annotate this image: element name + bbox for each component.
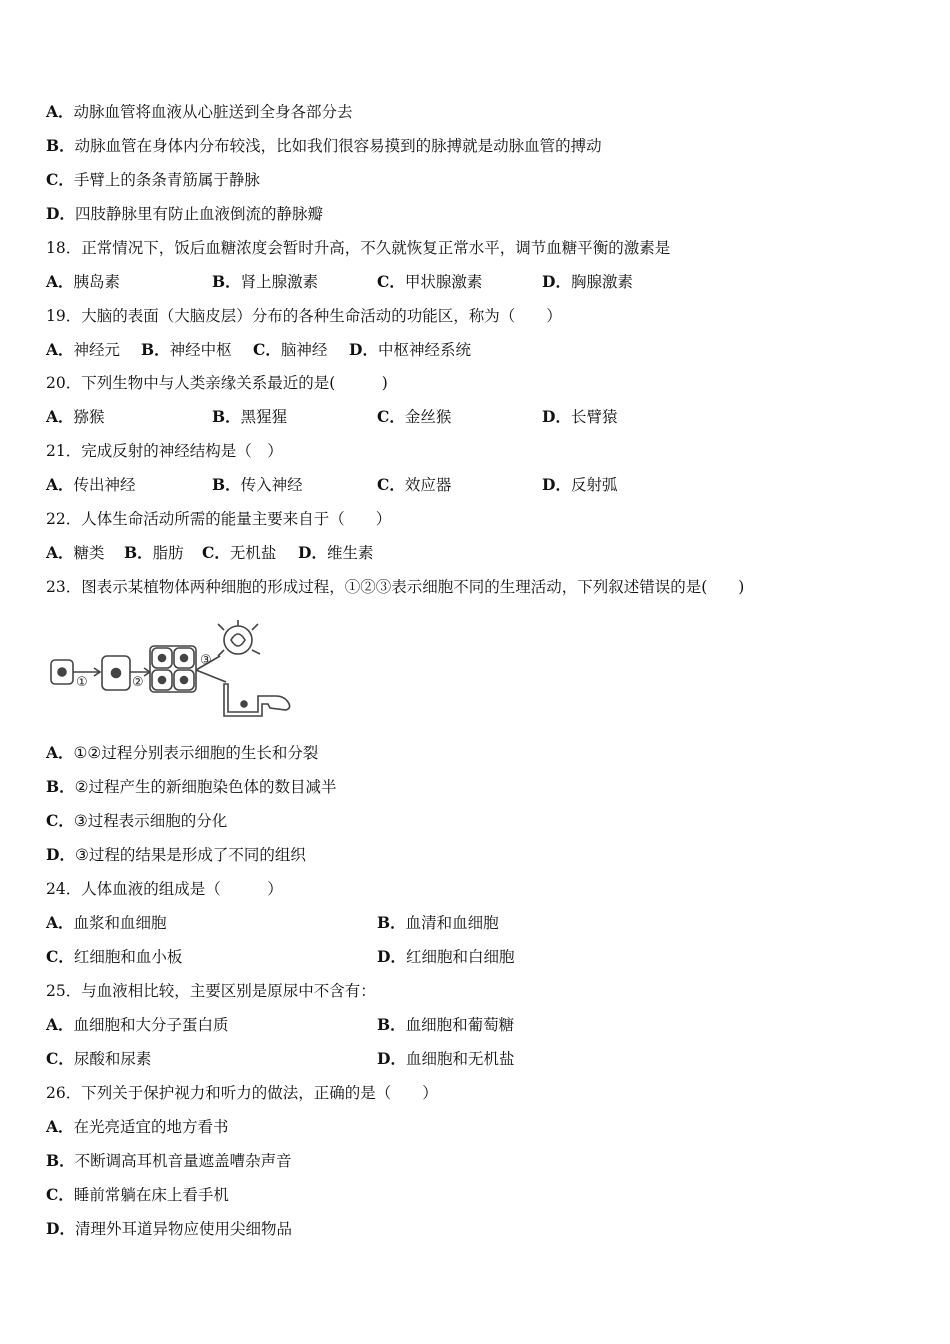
q24-option-a: A．血浆和血细胞 xyxy=(46,913,167,932)
q17-option-d: D．四肢静脉里有防止血液倒流的静脉瓣 xyxy=(46,204,323,223)
q18-option-a: A．胰岛素 xyxy=(46,272,121,291)
q21-option-a: A．传出神经 xyxy=(46,475,136,494)
q18-option-b: B．肾上腺激素 xyxy=(212,272,319,291)
q23-option-c: C．③过程表示细胞的分化 xyxy=(46,811,228,830)
q25-option-c: C．尿酸和尿素 xyxy=(46,1049,152,1068)
q21-option-b: B．传入神经 xyxy=(212,475,303,494)
q20-option-c: C．金丝猴 xyxy=(377,407,452,426)
q17-option-c: C．手臂上的条条青筋属于静脉 xyxy=(46,170,260,189)
q22-option-b: B．脂肪 xyxy=(124,543,184,562)
q18-stem: 18．正常情况下，饭后血糖浓度会暂时升高，不久就恢复正常水平，调节血糖平衡的激素是 xyxy=(46,239,671,257)
q25-option-d: D．血细胞和无机盐 xyxy=(377,1049,515,1068)
q26-option-c: C．睡前常躺在床上看手机 xyxy=(46,1185,229,1204)
q25-stem: 25．与血液相比较，主要区别是原尿中不含有： xyxy=(46,982,376,1000)
q21-option-d: D．反射弧 xyxy=(542,475,618,494)
q26-option-b: B．不断调高耳机音量遮盖嘈杂声音 xyxy=(46,1151,292,1170)
q24-option-c: C．红细胞和血小板 xyxy=(46,947,183,966)
q23-stem: 23．图表示某植物体两种细胞的形成过程，①②③表示细胞不同的生理活动，下列叙述错误的是( ) xyxy=(46,578,745,596)
q26-option-a: A．在光亮适宜的地方看书 xyxy=(46,1117,229,1136)
cell-group xyxy=(150,646,196,692)
q26-stem: 26．下列关于保护视力和听力的做法，正确的是（ ） xyxy=(46,1084,438,1102)
q20-option-b: B．黑猩猩 xyxy=(212,407,288,426)
q21-stem: 21．完成反射的神经结构是（ ） xyxy=(46,442,283,460)
q25-option-b: B．血细胞和葡萄糖 xyxy=(377,1015,515,1034)
q20-option-a: A．猕猴 xyxy=(46,407,105,426)
q21-option-c: C．效应器 xyxy=(377,475,452,494)
q23-option-d: D．③过程的结果是形成了不同的组织 xyxy=(46,845,306,864)
q19-option-c: C．脑神经 xyxy=(253,340,328,359)
q23-option-b: B．②过程产生的新细胞染色体的数目减半 xyxy=(46,777,337,796)
q20-option-d: D．长臂猿 xyxy=(542,407,618,426)
q19-option-a: A．神经元 xyxy=(46,340,121,359)
q19-option-b: B．神经中枢 xyxy=(141,340,232,359)
q22-option-d: D．维生素 xyxy=(298,543,374,562)
figure-label-3: ③ xyxy=(200,653,212,668)
figure-label-1: ① xyxy=(76,675,88,690)
q18-option-c: C．甲状腺激素 xyxy=(377,272,483,291)
q18-option-d: D．胸腺激素 xyxy=(542,272,633,291)
q24-option-b: B．血清和血细胞 xyxy=(377,913,499,932)
root-hair-cell-shape xyxy=(224,684,290,716)
q22-option-a: A．糖类 xyxy=(46,543,105,562)
q17-option-a: A．动脉血管将血液从心脏送到全身各部分去 xyxy=(46,102,353,121)
q22-stem: 22．人体生命活动所需的能量主要来自于（ ） xyxy=(46,510,392,528)
q24-option-d: D．红细胞和白细胞 xyxy=(377,947,515,966)
figure-label-2: ② xyxy=(132,675,144,690)
q17-option-b: B．动脉血管在身体内分布较浅，比如我们很容易摸到的脉搏就是动脉血管的搏动 xyxy=(46,136,602,155)
guard-cell-shape xyxy=(224,626,252,654)
q22-option-c: C．无机盐 xyxy=(202,543,277,562)
q20-stem: 20．下列生物中与人类亲缘关系最近的是( ) xyxy=(46,374,388,392)
q23-option-a: A．①②过程分别表示细胞的生长和分裂 xyxy=(46,743,319,762)
q24-stem: 24．人体血液的组成是（ ） xyxy=(46,880,283,898)
q19-option-d: D．中枢神经系统 xyxy=(349,340,471,359)
q25-option-a: A．血细胞和大分子蛋白质 xyxy=(46,1015,229,1034)
q19-stem: 19．大脑的表面（大脑皮层）分布的各种生命活动的功能区，称为（ ） xyxy=(46,307,562,325)
cell-process-figure xyxy=(48,620,298,720)
q26-option-d: D．清理外耳道异物应使用尖细物品 xyxy=(46,1219,292,1238)
